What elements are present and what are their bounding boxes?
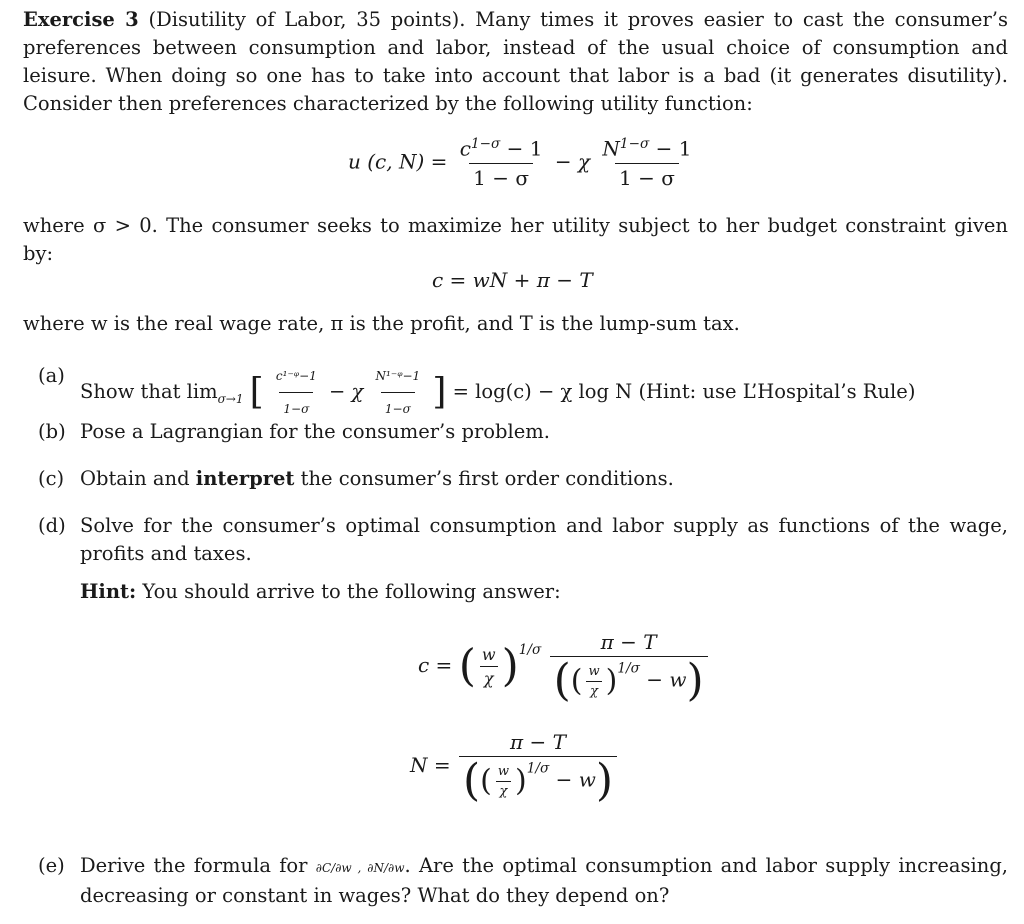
exercise-title: Exercise 3 bbox=[23, 8, 139, 31]
limit-fraction-2: $\frac{\text{N¹⁻ᵠ−1}}{1-\sigma}$ bbox=[372, 362, 425, 423]
exercise-subtitle: (Disutility of Labor, 35 points). bbox=[148, 8, 466, 31]
item-d: (d) Solve for the consumer’s optimal consumption and labor supply as functions of the wage, profits and taxes. Hint: You should arrive to the following answer: bbox=[38, 514, 1008, 603]
limit-fraction-1: $\frac{\text{c¹⁻ᵠ−1}}{1-\sigma}$ bbox=[272, 362, 321, 423]
partial-derivatives: ∂C/∂w , ∂N/∂w bbox=[315, 861, 405, 875]
item-e: (e) Derive the formula for ∂C/∂w , ∂N/∂w. Are the optimal consumption and labor supply increasing, decreasing or constant in wages? What do they depend on? bbox=[38, 854, 1009, 907]
consumption-fraction: π − T (( $\frac{w}{\chi}$ )$^{1/\sigma}$ − w) bbox=[550, 630, 708, 703]
intro-text: Many times it proves easier to cast the consumer’s preferences between consumption and labor, instead of the usual choice of consumption and leisure. When doing so one has to take into account that labor is a bad (it generates disutility). Consider then preferences characterized by the following utility function: bbox=[23, 8, 1008, 115]
labor-fraction: π − T (( $\frac{w}{\chi}$ )$^{1/\sigma}$ − w) bbox=[459, 730, 617, 803]
budget-constraint: c = wN + π − T bbox=[432, 268, 593, 292]
intro-paragraph bbox=[23, 6, 1008, 118]
item-c: (c) Obtain and interpret the consumer’s first order conditions. bbox=[38, 467, 674, 490]
answer-labor: N = π − T (( $\frac{w}{\chi}$ )$^{1/\sigma}$ − w) bbox=[410, 730, 619, 803]
variables-paragraph: where w is the real wage rate, π is the profit, and T is the lump-sum tax. bbox=[23, 312, 740, 335]
utility-equation bbox=[348, 136, 697, 190]
item-a: (a) Show that $\lim_{\sigma\to 1}$ [ $\frac{\text{c¹⁻ᵠ−1}}{1-\sigma}$ − χ $\frac{\text{N¹⁻ᵠ−1}}{1-\sigma}$ ] = log(c) − χ log N (Hint: use L’Hospital’s Rule) bbox=[38, 362, 1008, 396]
constraint-paragraph: where σ > 0. The consumer seeks to maximize her utility subject to her budget constraint given by: bbox=[23, 214, 1008, 265]
minus-chi: − χ bbox=[554, 149, 591, 174]
item-b: (b) Pose a Lagrangian for the consumer’s problem. bbox=[38, 420, 550, 443]
utility-term-1: $\frac{c^{1-\sigma} - 1}{1 - \sigma}$ bbox=[459, 136, 543, 190]
answer-consumption: c = ( $\frac{w}{\chi}$ )$^{1/\sigma}$ π − T (( $\frac{w}{\chi}$ )$^{1/\sigma}$ − w) bbox=[418, 630, 710, 703]
utility-lhs: u (c, N) = bbox=[348, 149, 448, 174]
utility-term-2: $\frac{N^{1-\sigma} - 1}{1 - \sigma}$ bbox=[602, 136, 692, 190]
item-a-label: (a) bbox=[38, 364, 65, 387]
